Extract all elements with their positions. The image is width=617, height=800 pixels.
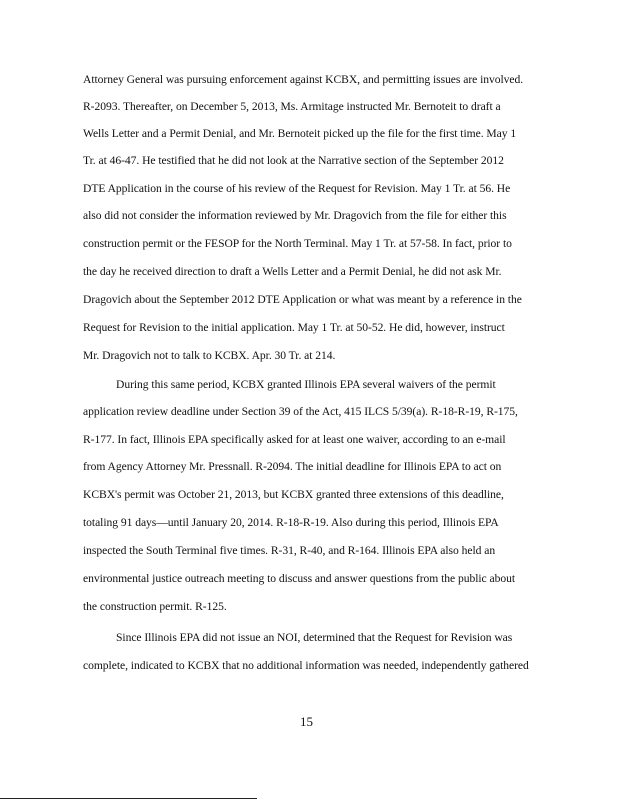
paragraph-line: Tr. at 46-47. He testified that he did not look at the Narrative section of the September 2012 — [83, 154, 504, 167]
paragraph-line: environmental justice outreach meeting to discuss and answer questions from the public about — [83, 572, 515, 585]
page-number: 15 — [300, 714, 313, 729]
paragraph-line: Since Illinois EPA did not issue an NOI, determined that the Request for Revision was — [116, 631, 513, 644]
paragraph-line: DTE Application in the course of his review of the Request for Revision. May 1 Tr. at 56. He — [83, 182, 511, 195]
paragraph-line: inspected the South Terminal five times. R-31, R-40, and R-164. Illinois EPA also held an — [83, 544, 496, 557]
paragraph-line: KCBX's permit was October 21, 2013, but KCBX granted three extensions of this deadline, — [83, 488, 504, 501]
paragraph-line: Attorney General was pursuing enforcement against KCBX, and permitting issues are involved. — [83, 73, 524, 86]
paragraph-line: the construction permit. R-125. — [83, 600, 227, 613]
paragraph-line: construction permit or the FESOP for the North Terminal. May 1 Tr. at 57-58. In fact, prior to — [83, 237, 512, 250]
paragraph-line: Wells Letter and a Permit Denial, and Mr. Bernoteit picked up the file for the first time. May 1 — [83, 127, 517, 140]
paragraph-line: Request for Revision to the initial application. May 1 Tr. at 50-52. He did, however, instruct — [83, 321, 505, 334]
paragraph-line: application review deadline under Section 39 of the Act, 415 ILCS 5/39(a). R-18-R-19, R-175, — [83, 405, 518, 418]
paragraph-line: from Agency Attorney Mr. Pressnall. R-2094. The initial deadline for Illinois EPA to act on — [83, 460, 502, 473]
paragraph-line: Mr. Dragovich not to talk to KCBX. Apr. 30 Tr. at 214. — [83, 349, 336, 362]
paragraph-line: Dragovich about the September 2012 DTE Application or what was meant by a reference in the — [83, 293, 522, 306]
footnote-separator — [0, 798, 257, 799]
paragraph-line: complete, indicated to KCBX that no additional information was needed, independently gathered — [83, 659, 529, 672]
paragraph-line: also did not consider the information reviewed by Mr. Dragovich from the file for either this — [83, 209, 507, 222]
paragraph-line: totaling 91 days—until January 20, 2014. R-18-R-19. Also during this period, Illinois EPA — [83, 516, 499, 529]
paragraph-line: During this same period, KCBX granted Illinois EPA several waivers of the permit — [116, 378, 496, 391]
paragraph-line: R-2093. Thereafter, on December 5, 2013, Ms. Armitage instructed Mr. Bernoteit to draft a — [83, 100, 501, 113]
paragraph-line: R-177. In fact, Illinois EPA specifically asked for at least one waiver, according to an e-mail — [83, 433, 506, 446]
paragraph-line: the day he received direction to draft a Wells Letter and a Permit Denial, he did not ask Mr. — [83, 265, 502, 278]
